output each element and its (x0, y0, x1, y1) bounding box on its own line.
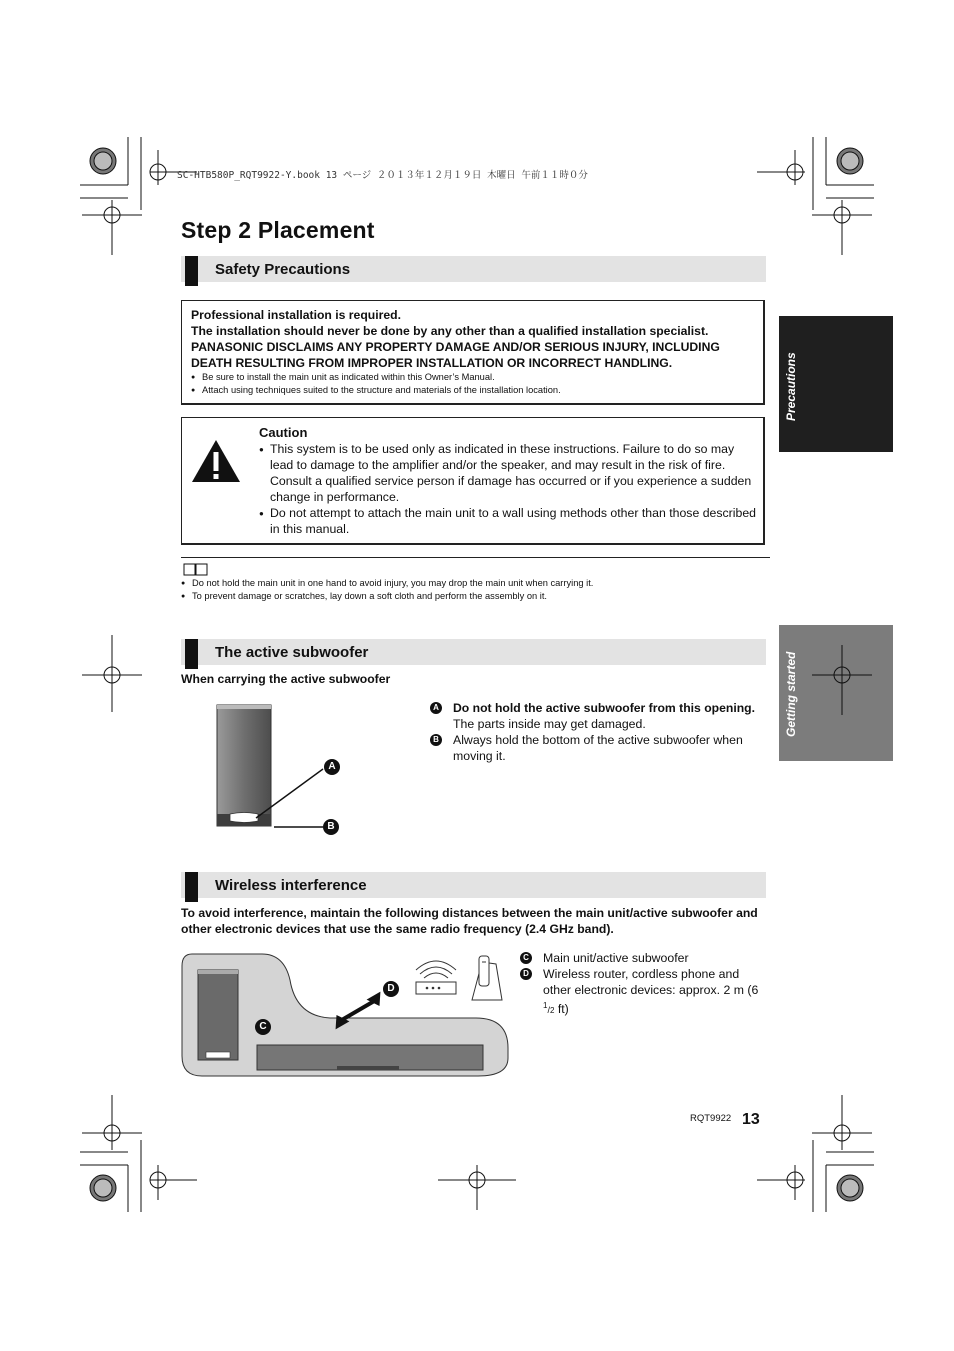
label-c-badge: C (255, 1019, 271, 1035)
wireless-item-d: Wireless router, cordless phone and other electronic devices: approx. 2 m (6 $^1$/2 ft) (543, 967, 759, 1017)
section-marker (185, 256, 198, 286)
letter-c-icon: C (520, 952, 532, 964)
section-title: The active subwoofer (215, 644, 369, 661)
warning-line-3: PANASONIC DISCLAIMS ANY PROPERTY DAMAGE AND/OR SERIOUS INJURY, INCLUDING DEATH RESULTING FROM IMPROPER INSTALLATION OR INCORRECT HANDLING. (191, 340, 720, 370)
wireless-item-d-main: Wireless router, cordless phone and other electronic devices: approx. 2 m (6 (543, 967, 759, 997)
section-title: Wireless interference (215, 877, 367, 894)
wireless-item-d-end: ft) (554, 1002, 569, 1017)
section-safety-heading (181, 256, 766, 282)
caution-title: Caution (259, 425, 308, 440)
registration-mark-icon (812, 635, 872, 715)
section-title: Safety Precautions (215, 261, 351, 278)
letter-d-icon: D (520, 968, 532, 980)
subwoofer-item-a-text: The parts inside may get damaged. (453, 717, 646, 731)
side-tab-getting-started-label: Getting started (784, 651, 798, 737)
warning-bullet: ● Be sure to install the main unit as indicated within this Owner’s Manual. (191, 371, 754, 384)
section-marker (185, 639, 198, 669)
fraction-numerator: 1 (543, 1001, 548, 1010)
section-marker (185, 872, 198, 902)
warning-line-1: Professional installation is required. (191, 308, 401, 322)
caution-box (181, 417, 765, 545)
subwoofer-subheading: When carrying the active subwoofer (181, 672, 391, 686)
fraction-denominator: 2 (549, 1006, 555, 1016)
section-wireless-heading (181, 872, 766, 898)
label-d-badge: D (383, 981, 399, 997)
wireless-interference-illustration-icon (180, 950, 515, 1080)
subwoofer-item-b-text: Always hold the bottom of the active subwoofer when moving it. (453, 733, 743, 763)
book-header-line: SC-HTB580P_RQT9922-Y.book 13 ページ ２０１３年１２月１９日 木曜日 午前１１時０分 (177, 170, 588, 181)
caution-bullet: ● This system is to be used only as indicated in these instructions. Failure to do so may lead to damage to the amplifier and/or the speaker, and may result in the risk of fire. Consult a qualified service person if damage has occurred or if you experience a sudden change in performance. (259, 441, 759, 505)
page-title: Step 2 Placement (181, 217, 375, 243)
side-tab-precautions-label: Precautions (784, 352, 798, 421)
note-item: ● To prevent damage or scratches, lay down a soft cloth and perform the assembly on it. (181, 590, 771, 603)
letter-b-icon: B (430, 734, 442, 746)
wireless-intro: To avoid interference, maintain the following distances between the main unit/active subwoofer and other electronic devices that use the same radio frequency (2.4 GHz band). (181, 906, 758, 936)
warning-line-2: The installation should never be done by any other than a qualified installation specialist. (191, 324, 709, 338)
warning-triangle-icon (190, 438, 242, 484)
section-subwoofer-heading (181, 639, 766, 665)
doc-code: RQT9922 (690, 1113, 732, 1124)
side-tab-precautions (779, 316, 893, 452)
wireless-item-c: Main unit/active subwoofer (543, 951, 689, 965)
warning-bullet: ● Attach using techniques suited to the structure and materials of the installation location. (191, 384, 754, 397)
note-item: ● Do not hold the main unit in one hand to avoid injury, you may drop the main unit when carrying it. (181, 577, 771, 590)
book-note-icon (183, 563, 209, 576)
letter-a-icon: A (430, 702, 442, 714)
label-a-badge: A (324, 759, 340, 775)
caution-bullet: ● Do not attempt to attach the main unit to a wall using methods other than those described in this manual. (259, 505, 759, 537)
page-number: 13 (742, 1111, 760, 1128)
label-b-badge: B (323, 819, 339, 835)
subwoofer-item-a-bold: Do not hold the active subwoofer from this opening. (453, 701, 755, 715)
side-tab-getting-started (779, 625, 893, 761)
note-divider (181, 557, 770, 558)
installation-warning-box (181, 300, 765, 405)
